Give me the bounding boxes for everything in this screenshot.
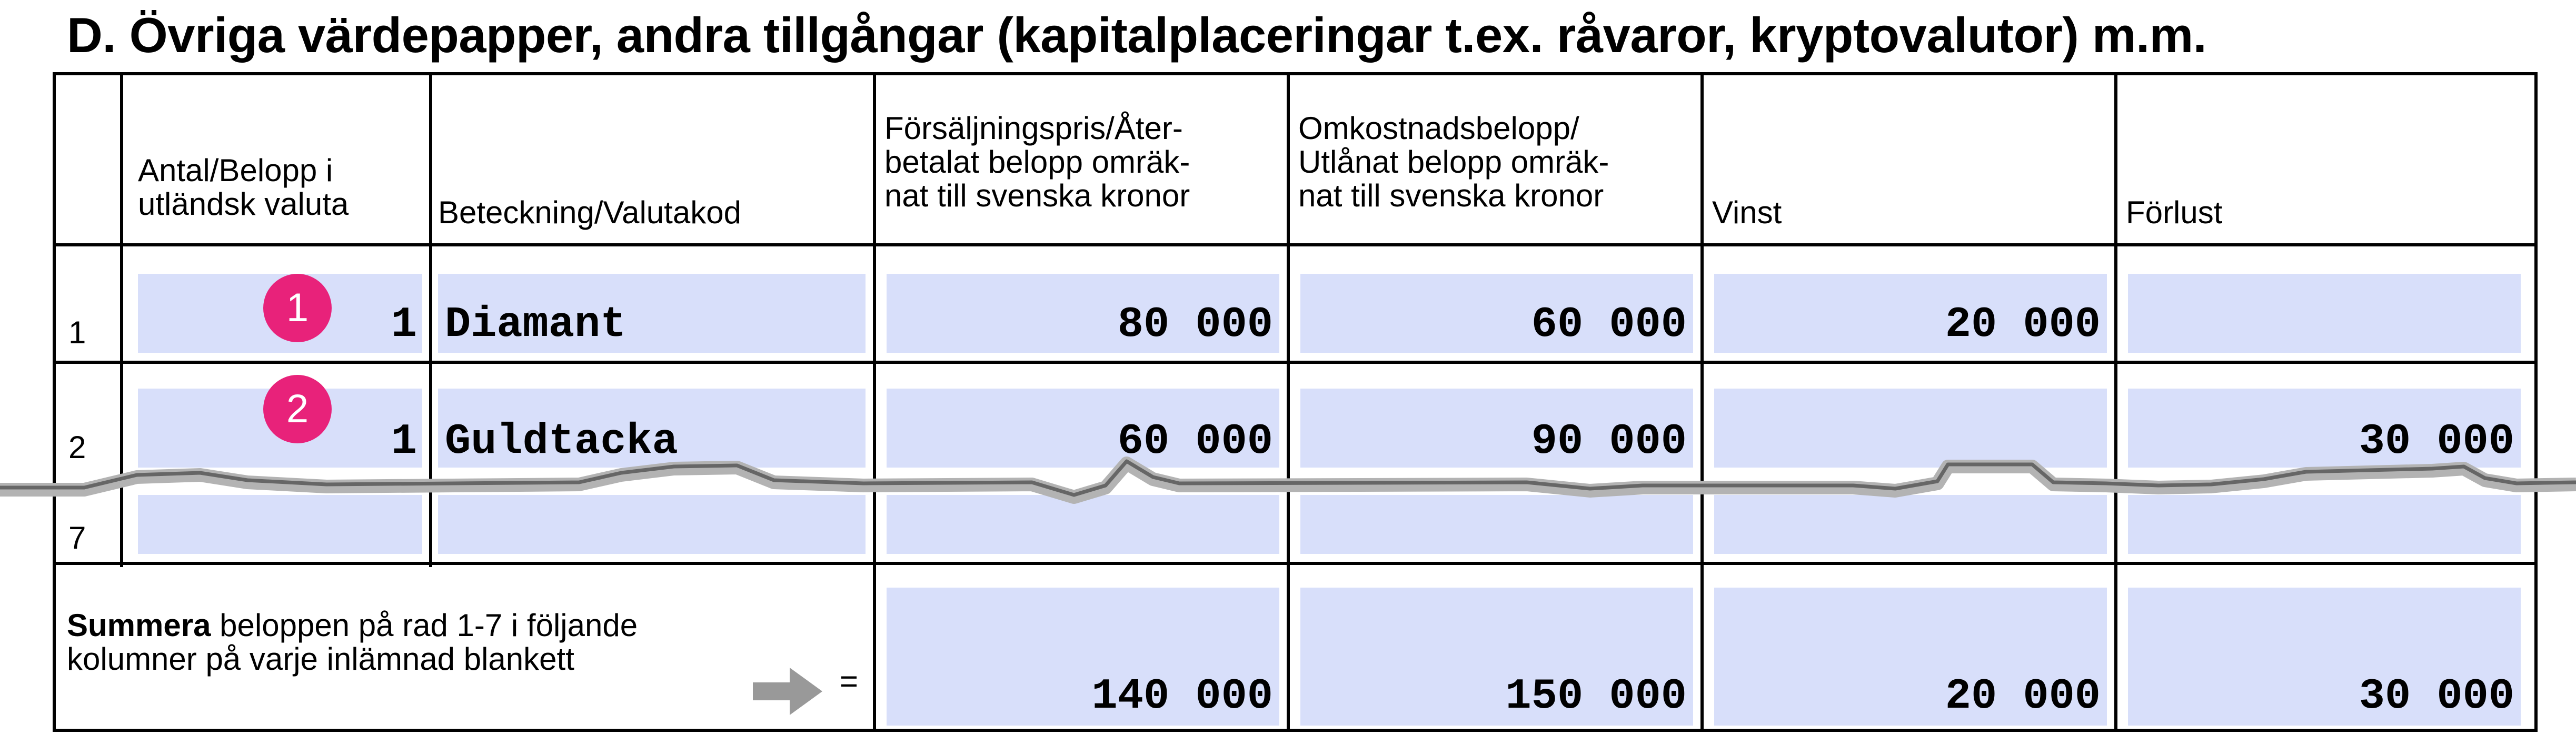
sum-forlust-value: 30 000 (2359, 672, 2514, 721)
summary-text: beloppen på rad 1-7 i följande kolumner på varje inlämnad blankett (67, 608, 638, 677)
table-right-border (2534, 72, 2538, 732)
table-bottom-border (53, 729, 2538, 732)
column-header-forsaljningspris: Försäljningspris/Åter- betalat belopp omräk- nat till svenska kronor (884, 111, 1190, 213)
row-number: 2 (68, 430, 86, 465)
omkostnad-value: 60 000 (1531, 300, 1687, 349)
row-number: 7 (68, 520, 86, 556)
step-badge: 2 (263, 375, 332, 443)
row-number: 1 (68, 315, 86, 350)
section-title: D. Övriga värdepapper, andra tillgångar (kapitalplaceringar t.ex. råvaror, kryptovalutor) m.m. (67, 7, 2207, 63)
beteckning-value: Guldtacka (445, 417, 678, 466)
summary-equals: = (840, 663, 859, 699)
table-left-border (53, 72, 56, 732)
antal-value: 1 (391, 300, 417, 349)
antal-value: 1 (391, 417, 417, 466)
sum-vinst-value: 20 000 (1945, 672, 2101, 721)
arrow-right-icon (753, 668, 822, 715)
table-top-border (53, 72, 2538, 75)
col-sep (1700, 72, 1704, 732)
page-break-tear (0, 453, 2576, 516)
col-sep (1287, 72, 1290, 732)
column-header-forlust: Förlust (2126, 195, 2223, 230)
summary-instruction (67, 609, 762, 676)
forsaljningspris-value: 80 000 (1117, 300, 1273, 349)
row-sep (53, 361, 2538, 364)
column-header-omkostnadsbelopp: Omkostnadsbelopp/ Utlånat belopp omräk- nat till svenska kronor (1298, 111, 1609, 213)
column-header-beteckning: Beteckning/Valutakod (438, 195, 741, 230)
omkostnad-value: 90 000 (1531, 417, 1687, 466)
sum-forsaljningspris-value: 140 000 (1091, 672, 1273, 721)
beteckning-value: Diamant (445, 300, 626, 349)
summary-bold: Summera (67, 608, 211, 643)
forlust-field[interactable] (2128, 274, 2521, 353)
column-header-vinst: Vinst (1712, 195, 1782, 230)
row-sep (53, 243, 2538, 246)
vinst-value: 20 000 (1945, 300, 2101, 349)
forlust-value: 30 000 (2359, 417, 2514, 466)
step-badge: 1 (263, 274, 332, 342)
col-sep (873, 72, 876, 732)
col-sep (2114, 72, 2117, 732)
forsaljningspris-value: 60 000 (1117, 417, 1273, 466)
row-sep (53, 562, 2538, 565)
sum-omkostnad-value: 150 000 (1505, 672, 1687, 721)
column-header-antal: Antal/Belopp i utländsk valuta (138, 153, 349, 222)
